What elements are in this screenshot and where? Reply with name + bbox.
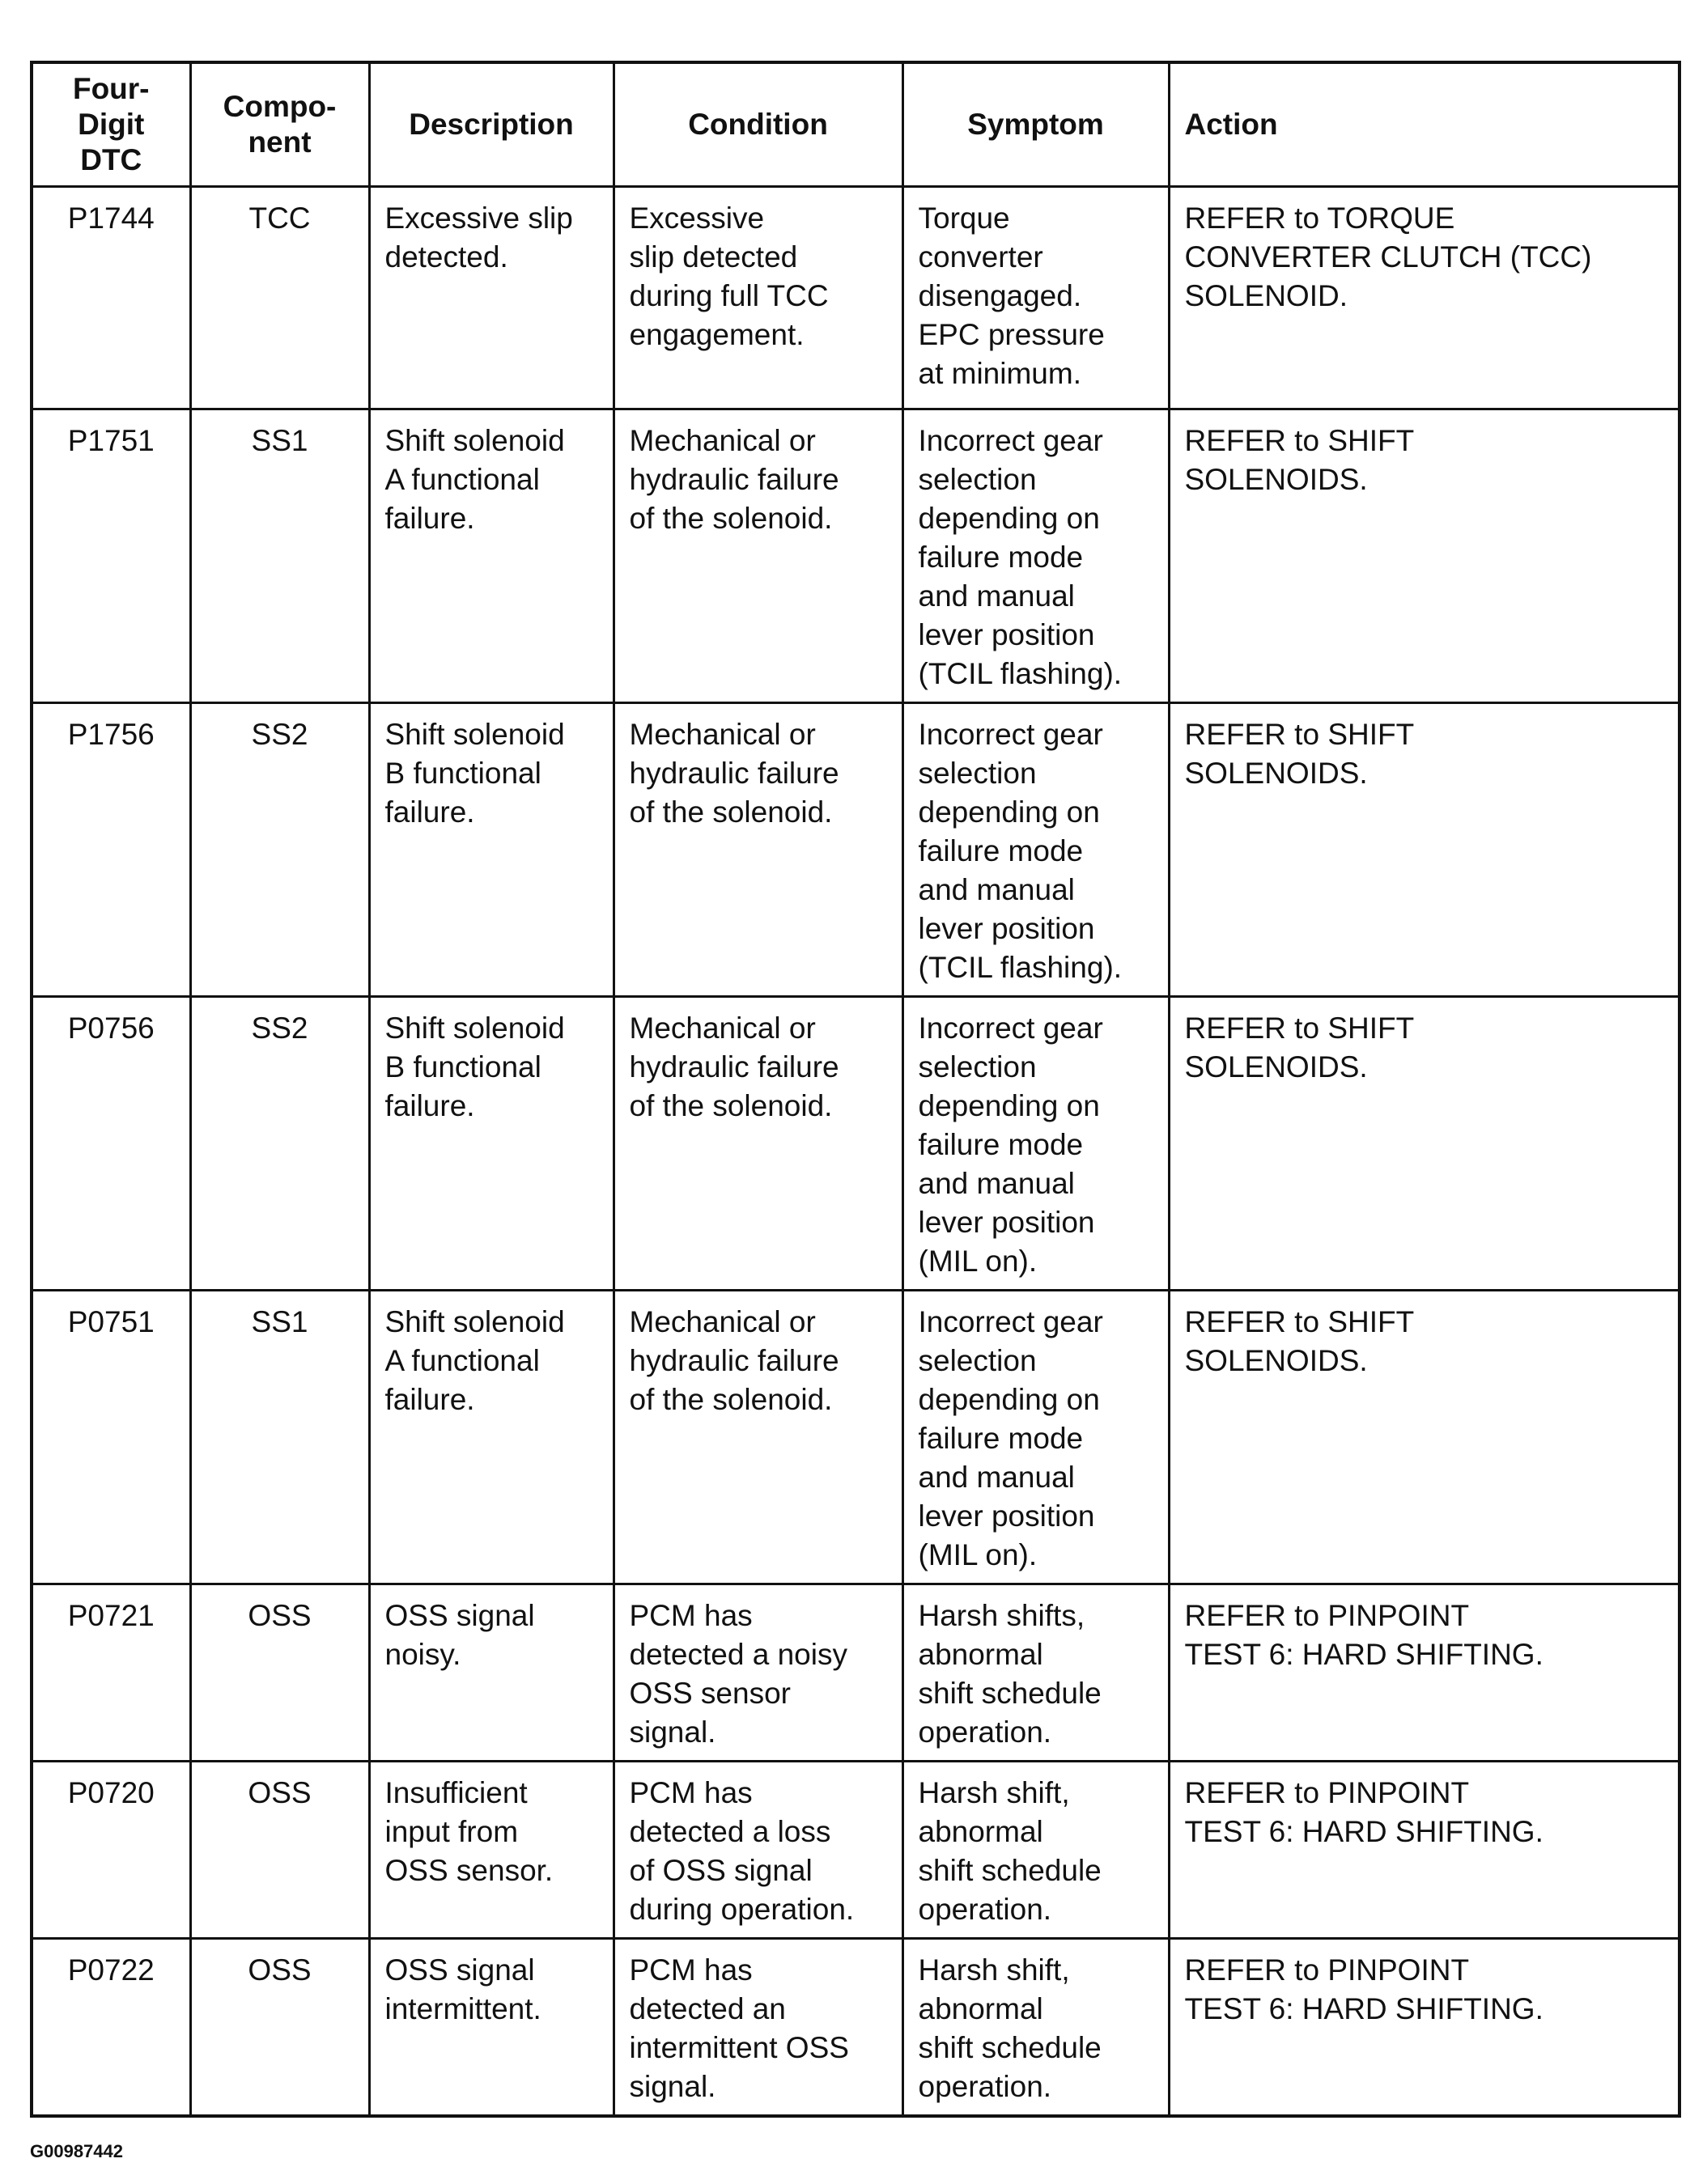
header-symptom: Symptom [902, 62, 1169, 187]
action-cell: REFER to SHIFT SOLENOIDS. [1169, 409, 1679, 703]
description-cell: Shift solenoid A functional failure. [369, 1291, 614, 1584]
action-cell: REFER to SHIFT SOLENOIDS. [1169, 1291, 1679, 1584]
table-row [32, 1939, 1679, 2117]
description-cell: Insufficient input from OSS sensor. [369, 1762, 614, 1939]
symptom-cell: Incorrect gear selection depending on failure mode and manual lever position (TCIL flashing). [902, 703, 1169, 997]
condition-cell: PCM has detected a noisy OSS sensor signal. [614, 1584, 902, 1762]
action-cell: REFER to TORQUE CONVERTER CLUTCH (TCC) SOLENOID. [1169, 187, 1679, 409]
description-cell: OSS signal noisy. [369, 1584, 614, 1762]
dtc-table [30, 61, 1681, 2118]
action-cell: REFER to PINPOINT TEST 6: HARD SHIFTING. [1169, 1584, 1679, 1762]
condition-cell: Mechanical or hydraulic failure of the solenoid. [614, 409, 902, 703]
condition-cell: PCM has detected an intermittent OSS signal. [614, 1939, 902, 2117]
table-row [32, 409, 1679, 703]
header-dtc-code: Four- Digit DTC [32, 62, 190, 187]
component-cell: OSS [190, 1762, 369, 1939]
table-row [32, 1291, 1679, 1584]
action-cell: REFER to SHIFT SOLENOIDS. [1169, 997, 1679, 1291]
action-cell: REFER to PINPOINT TEST 6: HARD SHIFTING. [1169, 1939, 1679, 2117]
table-header-row [32, 62, 1679, 187]
dtc-code-cell: P0721 [32, 1584, 190, 1762]
symptom-cell: Incorrect gear selection depending on failure mode and manual lever position (TCIL flashing). [902, 409, 1169, 703]
dtc-code-cell: P0722 [32, 1939, 190, 2117]
header-action: Action [1169, 62, 1679, 187]
table-row [32, 187, 1679, 409]
description-cell: OSS signal intermittent. [369, 1939, 614, 2117]
symptom-cell: Harsh shifts, abnormal shift schedule operation. [902, 1584, 1169, 1762]
dtc-code-cell: P1744 [32, 187, 190, 409]
header-component: Compo- nent [190, 62, 369, 187]
figure-id: G00987442 [30, 2141, 123, 2161]
component-cell: OSS [190, 1939, 369, 2117]
symptom-cell: Incorrect gear selection depending on failure mode and manual lever position (MIL on). [902, 997, 1169, 1291]
action-cell: REFER to SHIFT SOLENOIDS. [1169, 703, 1679, 997]
component-cell: SS1 [190, 409, 369, 703]
dtc-code-cell: P1751 [32, 409, 190, 703]
symptom-cell: Incorrect gear selection depending on failure mode and manual lever position (MIL on). [902, 1291, 1169, 1584]
condition-cell: Mechanical or hydraulic failure of the solenoid. [614, 997, 902, 1291]
description-cell: Shift solenoid A functional failure. [369, 409, 614, 703]
component-cell: SS2 [190, 703, 369, 997]
table-row [32, 1762, 1679, 1939]
condition-cell: Mechanical or hydraulic failure of the solenoid. [614, 703, 902, 997]
component-cell: SS1 [190, 1291, 369, 1584]
table-row [32, 1584, 1679, 1762]
description-cell: Excessive slip detected. [369, 187, 614, 409]
condition-cell: Mechanical or hydraulic failure of the solenoid. [614, 1291, 902, 1584]
table-row [32, 997, 1679, 1291]
condition-cell: PCM has detected a loss of OSS signal during operation. [614, 1762, 902, 1939]
dtc-code-cell: P0751 [32, 1291, 190, 1584]
description-cell: Shift solenoid B functional failure. [369, 997, 614, 1291]
dtc-code-cell: P0720 [32, 1762, 190, 1939]
description-cell: Shift solenoid B functional failure. [369, 703, 614, 997]
action-cell: REFER to PINPOINT TEST 6: HARD SHIFTING. [1169, 1762, 1679, 1939]
symptom-cell: Harsh shift, abnormal shift schedule operation. [902, 1762, 1169, 1939]
symptom-cell: Harsh shift, abnormal shift schedule operation. [902, 1939, 1169, 2117]
symptom-cell: Torque converter disengaged. EPC pressure at minimum. [902, 187, 1169, 409]
dtc-code-cell: P0756 [32, 997, 190, 1291]
dtc-code-cell: P1756 [32, 703, 190, 997]
condition-cell: Excessive slip detected during full TCC engagement. [614, 187, 902, 409]
component-cell: OSS [190, 1584, 369, 1762]
header-description: Description [369, 62, 614, 187]
component-cell: TCC [190, 187, 369, 409]
component-cell: SS2 [190, 997, 369, 1291]
header-condition: Condition [614, 62, 902, 187]
table-row [32, 703, 1679, 997]
